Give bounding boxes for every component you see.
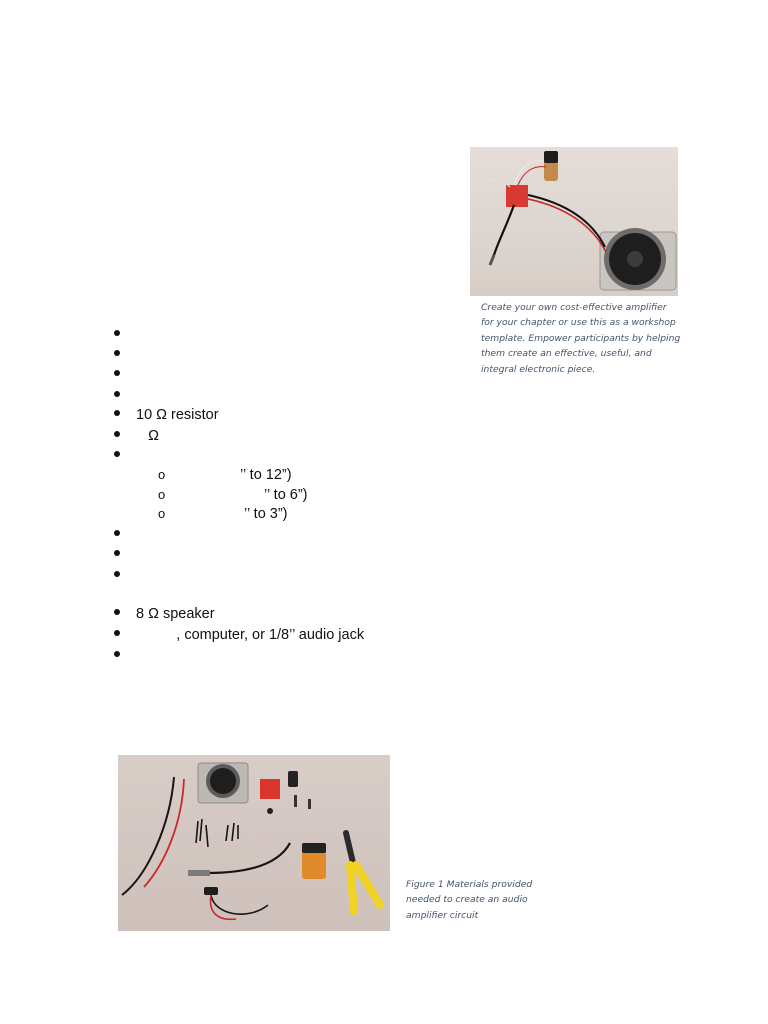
white-wire [480, 180, 510, 187]
stripper-handle-right [356, 865, 380, 905]
bullet-icon [114, 550, 120, 556]
sub-bullet-icon: o [158, 506, 166, 521]
bullet-icon [114, 431, 120, 437]
short-wires [196, 819, 208, 847]
bullet-icon [114, 330, 120, 336]
materials-photo [118, 755, 390, 931]
bullet-icon [114, 651, 120, 657]
black-wire [122, 777, 174, 895]
bullet-icon [114, 410, 120, 416]
battery-top [302, 843, 326, 853]
transistor [267, 808, 273, 814]
amplifier-photo-drawing [470, 147, 678, 296]
short-wires-2 [226, 823, 238, 841]
list-item-text: 10 Ω resistor [136, 407, 219, 423]
list-item-text: 8 Ω speaker [136, 606, 215, 622]
potentiometer [288, 771, 298, 787]
figure-caption: Figure 1 Materials provided needed to create an audio amplifier circuit [406, 879, 533, 921]
clip-wire-black [211, 895, 268, 914]
stripper-handle-left [350, 865, 354, 911]
capacitor [308, 799, 311, 809]
list-item-text: Ω [136, 428, 159, 444]
clip-wire-red [210, 895, 236, 919]
bullet-icon [114, 571, 120, 577]
breadboard [260, 779, 280, 799]
resistor [294, 795, 297, 807]
audio-jack [188, 870, 210, 876]
sub-bullet-icon: o [158, 487, 166, 502]
sub-list-item-text: ’’ to 12”) [240, 467, 292, 483]
sub-bullet-icon: o [158, 467, 166, 482]
speaker-cap [627, 251, 643, 267]
speaker-wire [528, 195, 605, 247]
breadboard [506, 185, 528, 207]
audio-cable [208, 843, 290, 873]
audio-cable [494, 205, 514, 255]
bullet-icon [114, 609, 120, 615]
battery-wire [514, 161, 544, 185]
bullet-icon [114, 451, 120, 457]
battery-clip [204, 887, 218, 895]
amplifier-photo [470, 147, 678, 296]
bullet-icon [114, 530, 120, 536]
bullet-icon [114, 350, 120, 356]
sub-list-item-text: ’’ to 3”) [244, 506, 288, 522]
bullet-icon [114, 391, 120, 397]
speaker-cone [210, 768, 236, 794]
red-wire [144, 779, 184, 887]
bullet-icon [114, 630, 120, 636]
sub-list-item-text: ’’ to 6”) [264, 487, 308, 503]
list-item-text: , computer, or 1/8’’ audio jack [136, 627, 365, 643]
bullet-icon [114, 370, 120, 376]
battery-clip [544, 151, 558, 163]
audio-jack [490, 255, 494, 265]
amplifier-caption: Create your own cost-effective amplifier for your chapter or use this as a workshop template. Empower participants by helping them create an effective, useful, and integral electronic piece. [481, 302, 681, 375]
speaker-wire-red [528, 199, 606, 252]
materials-photo-drawing [118, 755, 390, 931]
